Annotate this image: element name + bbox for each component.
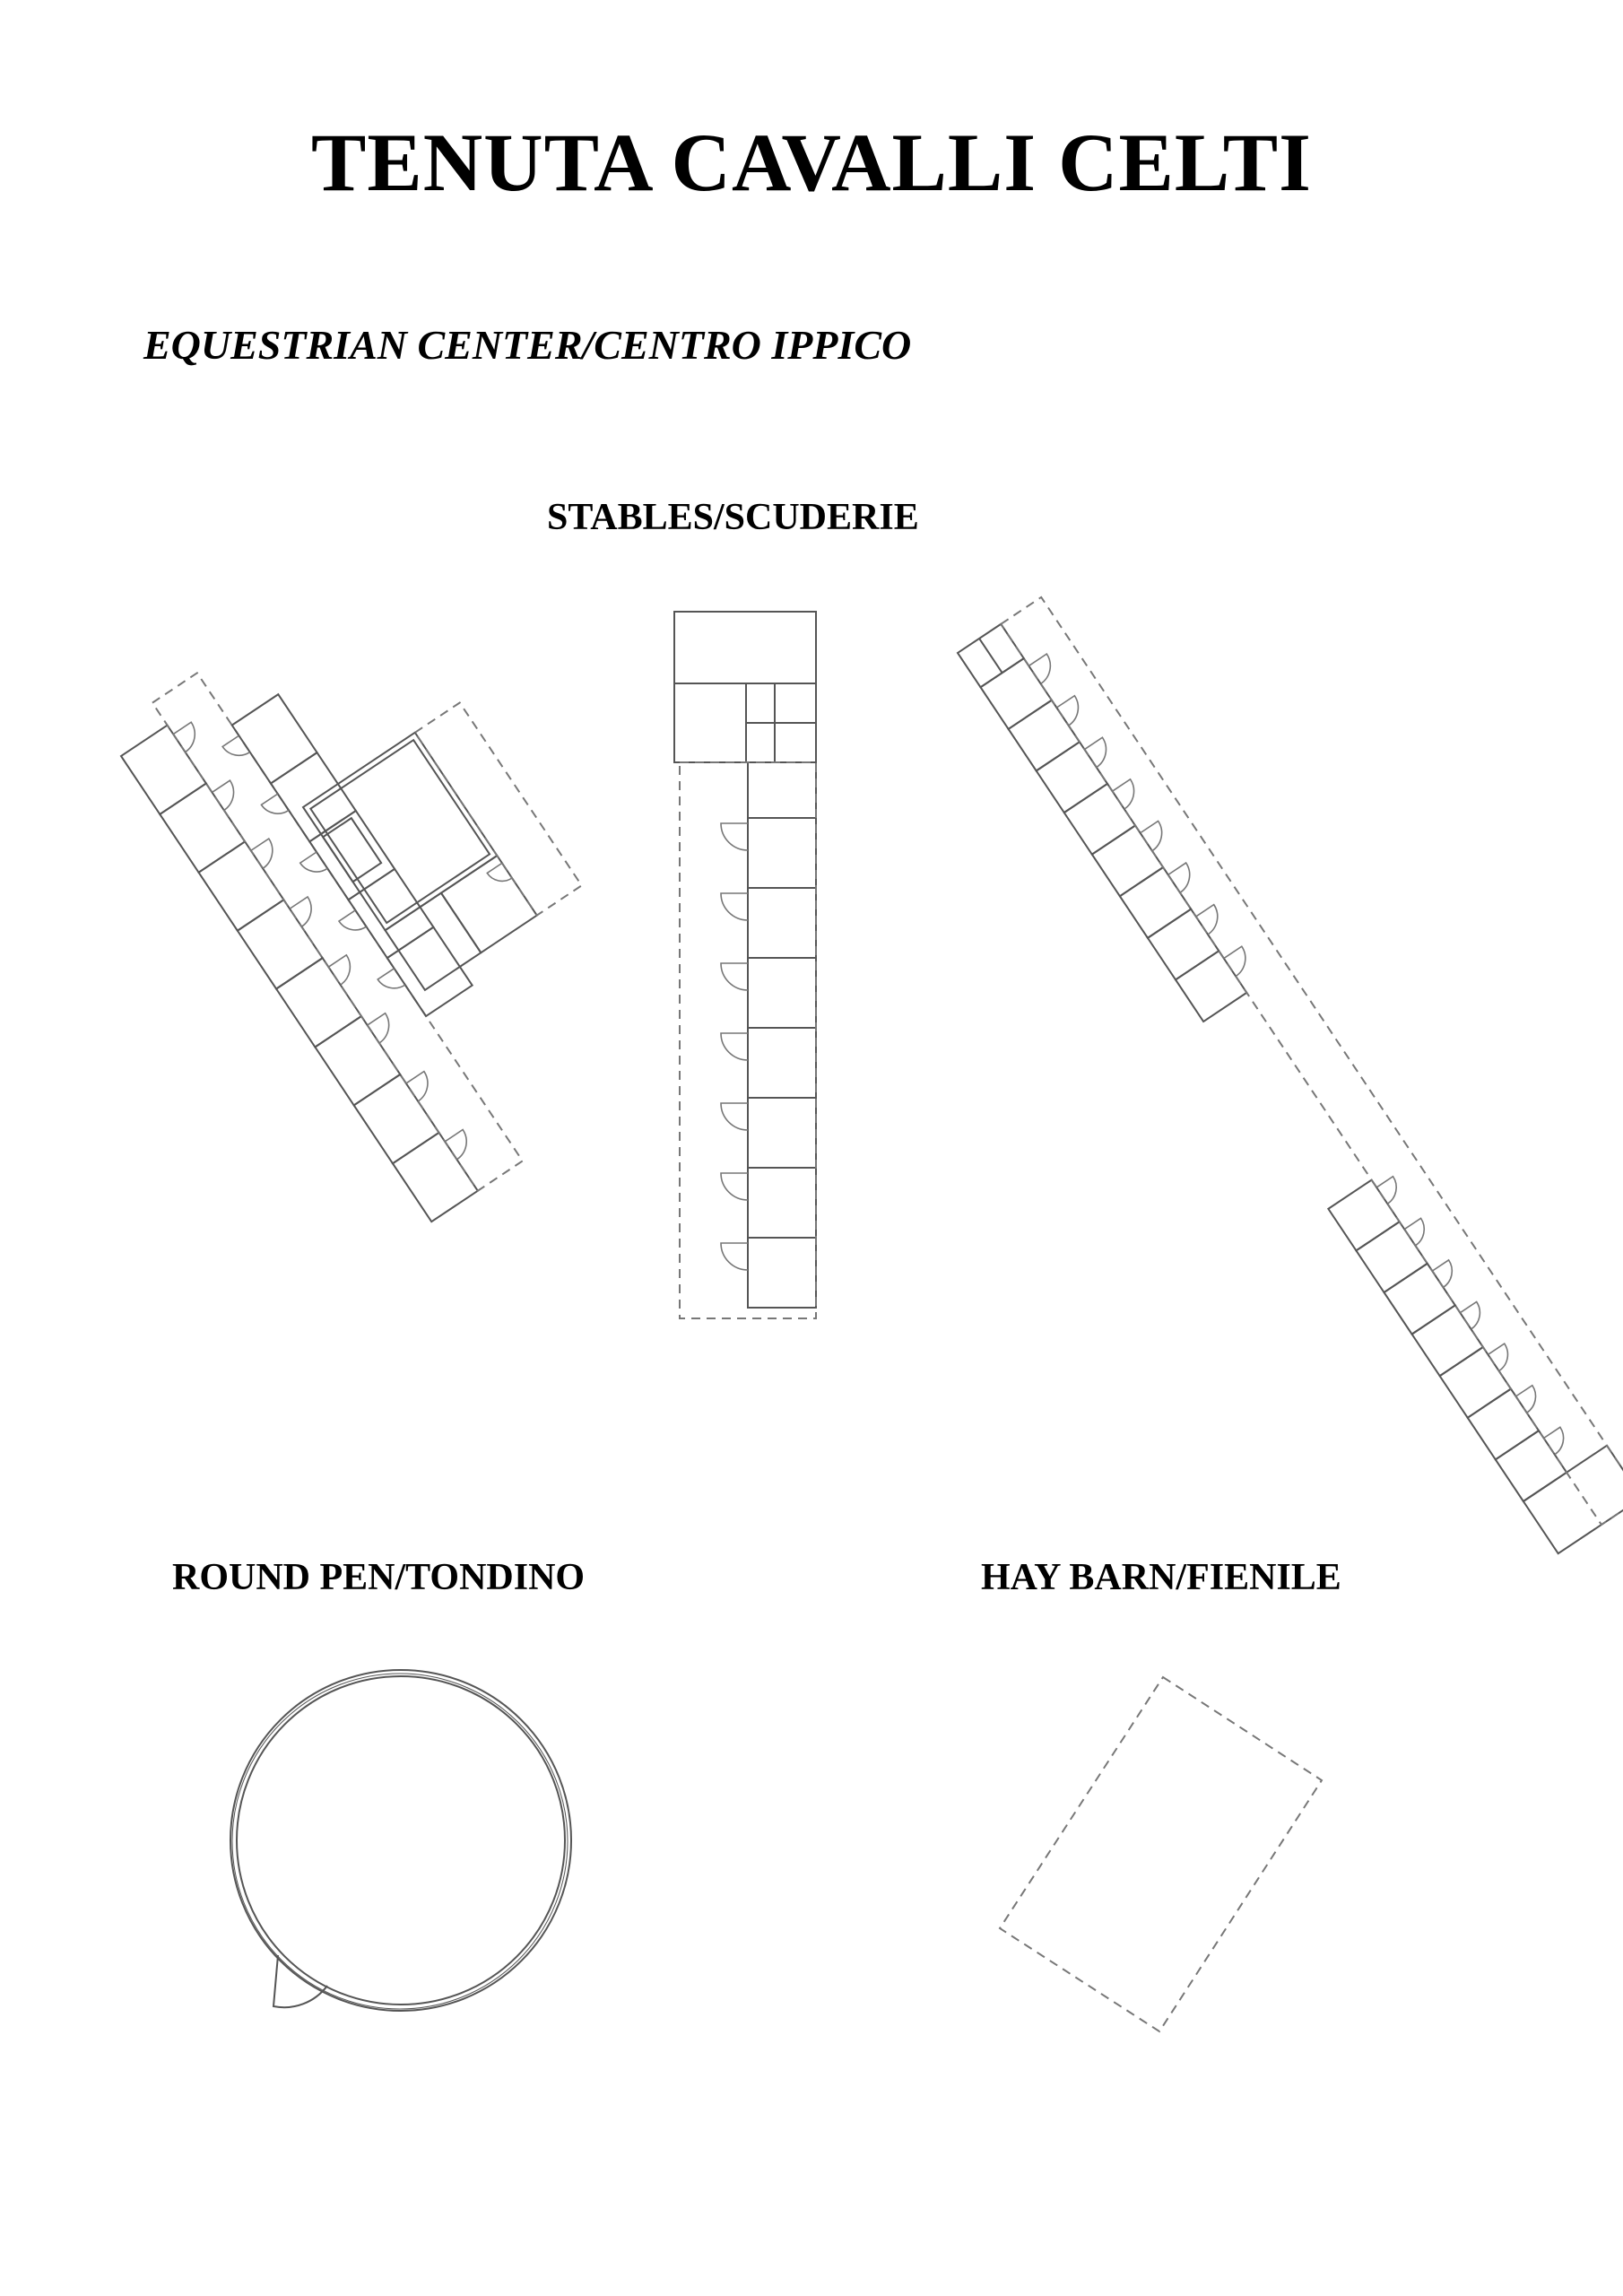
stall [1440, 1347, 1511, 1418]
stall [748, 1028, 816, 1098]
stable-block-left-annex [303, 702, 582, 989]
door-swing-icon [721, 1103, 748, 1130]
door-swing-icon [1544, 1427, 1572, 1455]
stall [1412, 1305, 1483, 1376]
stall [748, 1098, 816, 1168]
stall [1064, 784, 1135, 855]
stall [276, 958, 361, 1047]
stall [160, 783, 245, 872]
door-swing-icon [721, 963, 748, 990]
stall [1384, 1264, 1455, 1335]
page-subtitle: EQUESTRIAN CENTER/CENTRO IPPICO [143, 322, 912, 368]
stall [199, 841, 284, 930]
stall [1009, 700, 1080, 771]
stall [748, 1168, 816, 1238]
door-swing-icon [1196, 905, 1226, 935]
stall [1148, 909, 1219, 980]
stall [1120, 867, 1191, 938]
stall [1356, 1222, 1427, 1292]
door-swing-icon [1168, 863, 1198, 892]
door-swing-icon [1113, 779, 1142, 809]
store-room [441, 856, 537, 952]
stall [748, 958, 816, 1028]
door-swing-icon [1488, 1344, 1515, 1371]
stall [748, 1238, 816, 1308]
door-swing-icon [1028, 654, 1058, 683]
door-swing-icon [1376, 1177, 1404, 1205]
door-swing-icon [213, 780, 242, 810]
door-swing-icon [251, 839, 281, 868]
stall [271, 752, 356, 841]
hay-barn-label: HAY BARN/FIENILE [981, 1557, 1341, 1598]
stall [1468, 1389, 1539, 1460]
stall [349, 869, 434, 958]
hay-barn-plan [1000, 1677, 1322, 2031]
door-swing-icon [222, 735, 250, 763]
door-swing-icon [1084, 737, 1114, 767]
aisle-outline [1001, 597, 1623, 1525]
door-swing-icon [1516, 1386, 1544, 1413]
door-swing-icon [1141, 821, 1170, 850]
door-swing-icon [1460, 1302, 1488, 1330]
stall [1092, 825, 1163, 896]
stall [315, 1016, 400, 1105]
door-swing-icon [445, 1130, 474, 1160]
door-swing-icon [721, 893, 748, 920]
door-swing-icon [721, 1243, 748, 1270]
stall [309, 811, 395, 900]
stall [981, 658, 1052, 729]
door-swing-icon [721, 1033, 748, 1060]
door-swing-icon [1432, 1260, 1460, 1288]
door-swing-icon [406, 1072, 436, 1101]
page-title: TENUTA CAVALLI CELTI [311, 117, 1312, 208]
stall [748, 888, 816, 958]
stall [1328, 1180, 1399, 1251]
door-swing-icon [1404, 1218, 1432, 1246]
hay-room [674, 612, 816, 683]
stable-block-left [106, 642, 568, 1222]
door-swing-icon [300, 852, 328, 880]
door-swing-icon [328, 955, 358, 985]
door-swing-icon [487, 863, 512, 888]
stables-label: STABLES/SCUDERIE [547, 497, 919, 538]
stall [121, 726, 206, 814]
stall [393, 1133, 478, 1222]
stall [1037, 742, 1107, 813]
door-swing-icon [368, 1013, 397, 1043]
door-swing-icon [173, 722, 203, 752]
door-swing-icon [1056, 696, 1086, 726]
stall [387, 927, 473, 1016]
stall [232, 694, 317, 783]
stall [354, 1074, 439, 1163]
door-swing-icon [1224, 946, 1254, 976]
door-swing-icon [261, 794, 289, 822]
stall [1176, 951, 1246, 1022]
door-swing-icon [339, 910, 367, 938]
stable-block-center [674, 612, 816, 1318]
door-swing-icon [378, 969, 405, 996]
tack-room-inner [310, 740, 490, 923]
stall [238, 900, 323, 988]
office [674, 683, 746, 762]
annex-outline [415, 702, 582, 915]
wall-line [979, 639, 1002, 673]
round-pen-plan [230, 1670, 571, 2011]
door-swing-icon [721, 1173, 748, 1200]
stall [748, 818, 816, 888]
stable-block-right [958, 597, 1623, 1553]
round-pen-label: ROUND PEN/TONDINO [172, 1557, 586, 1598]
stall [748, 762, 816, 818]
door-swing-icon [721, 823, 748, 850]
end-room [1523, 1446, 1623, 1553]
door-swing-icon [290, 897, 319, 926]
stall [1496, 1431, 1567, 1501]
